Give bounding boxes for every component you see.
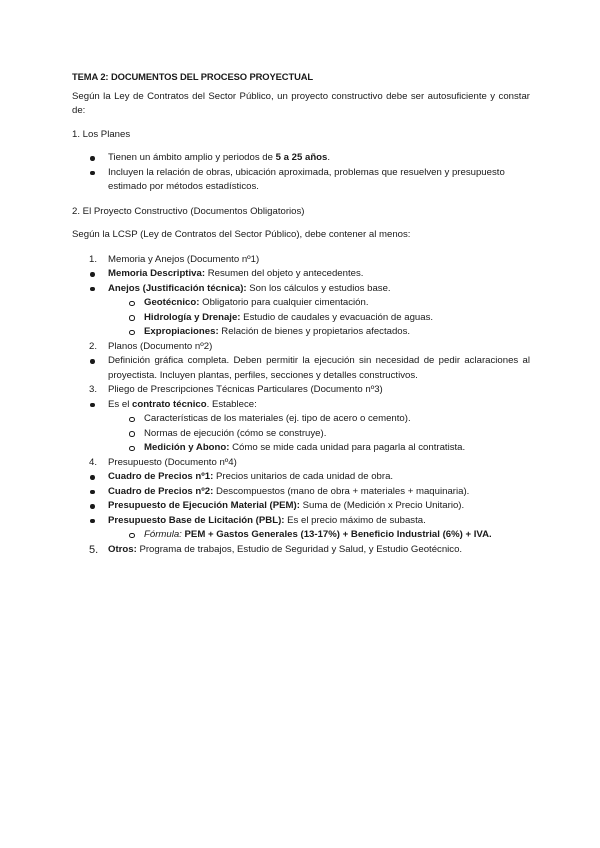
section1-heading: 1. Los Planes: [72, 128, 131, 140]
bullet-icon: [90, 359, 95, 364]
bullet-icon: [90, 490, 95, 495]
bullet-icon: [90, 475, 95, 480]
intro-paragraph: Según la Ley de Contratos del Sector Público, un proyecto constructivo debe ser autosuficiente y constar de:: [72, 90, 530, 116]
numbered-item-1: 1. Memoria y Anejos (Documento nº1): [72, 253, 530, 268]
numbered-item-5: 5. Otros: Programa de trabajos, Estudio de Seguridad y Salud, y Estudio Geotécnico.: [89, 543, 463, 556]
section2-list: [72, 253, 530, 558]
sub-list-item: Hidrología y Drenaje: Estudio de caudales y evacuación de aguas.: [72, 311, 530, 326]
list-item: Tienen un ámbito amplio y periodos de 5 a 25 años.: [72, 151, 530, 166]
numbered-item-4: 4. Presupuesto (Documento nº4): [72, 456, 530, 471]
circle-bullet-icon: [129, 417, 135, 423]
list-number: 5.: [89, 543, 99, 556]
section2-intro: Según la LCSP (Ley de Contratos del Sector Público), debe contener al menos:: [72, 229, 411, 240]
document-title: TEMA 2: DOCUMENTOS DEL PROCESO PROYECTUAL: [72, 71, 314, 82]
bullet-icon: [90, 272, 95, 277]
circle-bullet-icon: [129, 431, 135, 437]
sub-list-item: Características de los materiales (ej. tipo de acero o cemento).: [72, 412, 530, 427]
bullet-icon: [90, 403, 95, 408]
section1-list: [72, 151, 530, 195]
circle-bullet-icon: [129, 315, 135, 321]
list-item: Es el contrato técnico. Establece:: [72, 398, 530, 413]
list-item: Presupuesto de Ejecución Material (PEM): Suma de (Medición x Precio Unitario).: [72, 499, 530, 514]
numbered-item-3: 3. Pliego de Prescripciones Técnicas Particulares (Documento nº3): [72, 383, 530, 398]
circle-bullet-icon: [129, 446, 135, 452]
circle-bullet-icon: [129, 330, 135, 336]
sub-list-item: Normas de ejecución (cómo se construye).: [72, 427, 530, 442]
bullet-icon: [90, 504, 95, 509]
section2-heading: 2. El Proyecto Constructivo (Documentos Obligatorios): [72, 205, 305, 217]
list-item: Presupuesto Base de Licitación (PBL): Es el precio máximo de subasta.: [72, 514, 530, 529]
list-number: 3.: [89, 384, 98, 395]
list-number: 2.: [89, 340, 98, 352]
list-item: Cuadro de Precios nº1: Precios unitarios de cada unidad de obra.: [72, 470, 530, 485]
list-item: Anejos (Justificación técnica): Son los cálculos y estudios base.: [72, 282, 530, 297]
sub-list-item: Medición y Abono: Cómo se mide cada unidad para pagarla al contratista.: [72, 441, 530, 456]
circle-bullet-icon: [129, 533, 135, 539]
numbered-item-2: 2. Planos (Documento nº2): [72, 340, 530, 355]
list-item: Cuadro de Precios nº2: Descompuestos (mano de obra + materiales + maquinaria).: [72, 485, 530, 500]
bullet-icon: [90, 156, 95, 161]
list-number: 4.: [89, 456, 98, 468]
sub-list-item: Expropiaciones: Relación de bienes y propietarios afectados.: [72, 325, 530, 340]
list-item: Incluyen la relación de obras, ubicación aproximada, problemas que resuelven y presupuesto estimado por métodos estadísticos.: [72, 166, 530, 195]
list-number: 1.: [89, 253, 98, 265]
bullet-icon: [90, 171, 95, 176]
circle-bullet-icon: [129, 301, 135, 307]
document-body: [72, 70, 530, 557]
list-item: Memoria Descriptiva: Resumen del objeto y antecedentes.: [72, 267, 530, 282]
bullet-icon: [90, 287, 95, 292]
list-item: Definición gráfica completa. Deben permitir la ejecución sin necesidad de pedir aclaraciones al proyectista. Incluyen plantas, perfiles, secciones y detalles constructivos.: [72, 354, 530, 383]
bullet-icon: [90, 519, 95, 524]
sub-list-item: Geotécnico: Obligatorio para cualquier cimentación.: [72, 296, 530, 311]
formula-item: Fórmula: PEM + Gastos Generales (13-17%) + Beneficio Industrial (6%) + IVA.: [72, 528, 530, 543]
